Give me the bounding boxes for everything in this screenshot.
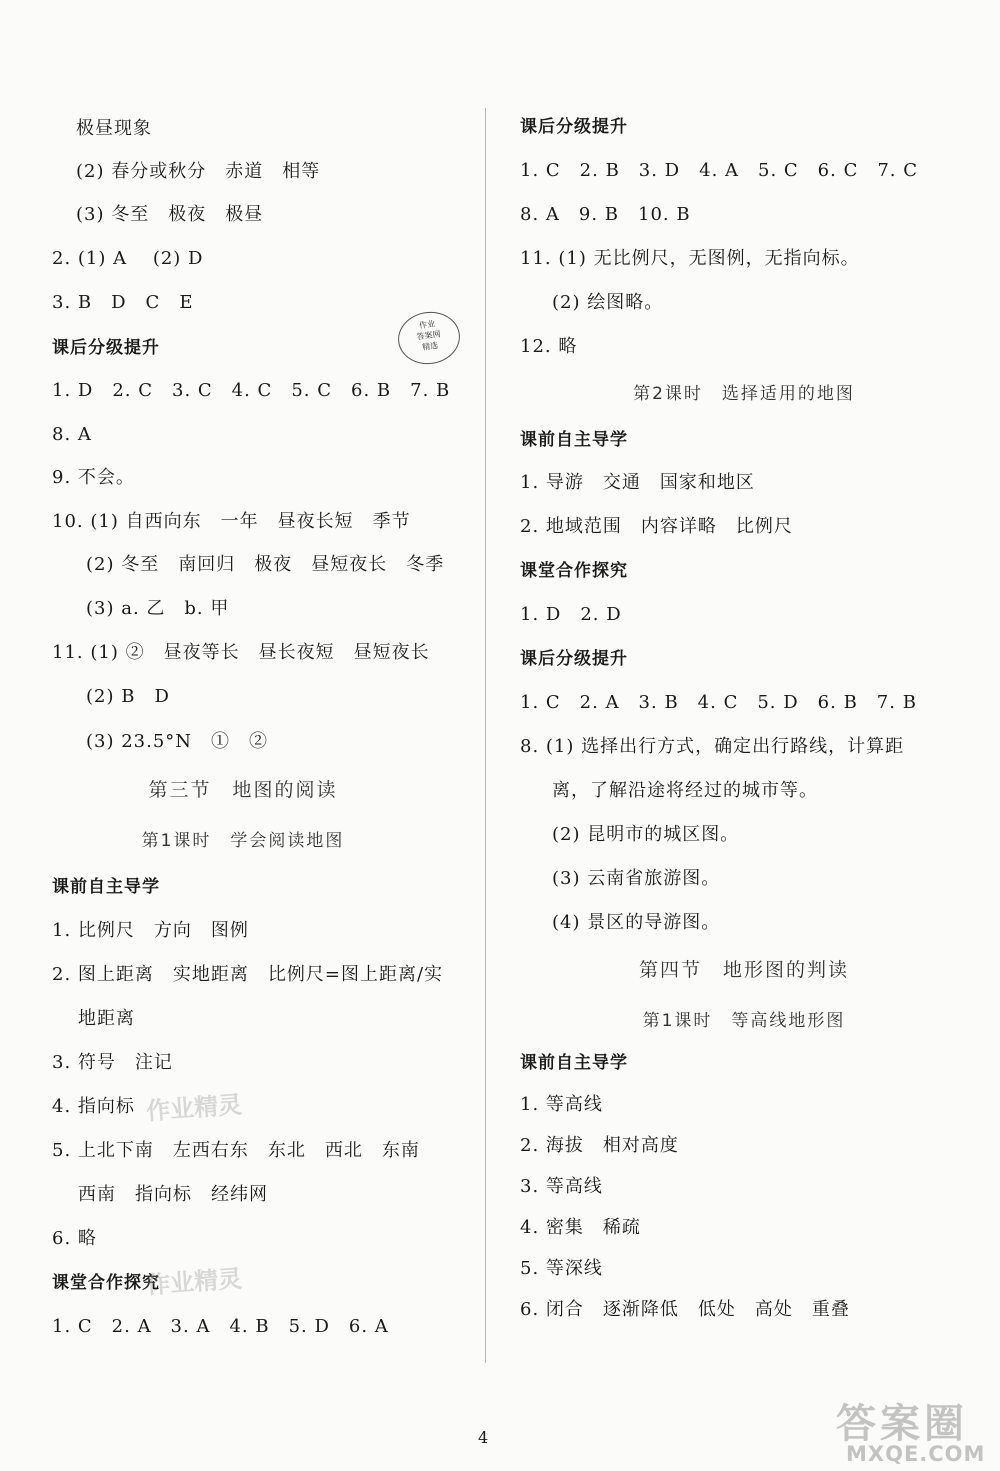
text-line: 1. D 2. C 3. C 4. C 5. C 6. B 7. B [52,380,451,401]
section-heading: 课前自主导学 [52,877,160,897]
text-line: (2) 绘图略。 [552,292,664,313]
text-line: 9. 不会。 [52,467,135,488]
text-line: 1. C 2. A 3. A 4. B 5. D 6. A [52,1316,389,1337]
text-line: 11. (1) 无比例尺，无图例，无指向标。 [520,248,860,269]
column-divider [485,108,486,1363]
text-line: 1. 等高线 [520,1094,603,1115]
stamp-text: 答案网 [416,329,442,342]
section-heading: 课堂合作探究 [520,561,628,581]
text-line: 11. (1) ② 昼夜等长 昼长夜短 昼短夜长 [52,642,430,663]
logo-url: MXQE.COM [846,1442,986,1466]
section-title: 第三节 地图的阅读 [148,779,338,801]
text-line: 西南 指向标 经纬网 [78,1184,268,1205]
text-line: 8. A 9. B 10. B [520,204,691,225]
text-line: 8. A [52,424,92,445]
text-line: 10. (1) 自西向东 一年 昼夜长短 季节 [52,511,411,532]
text-line: (2) 昆明市的城区图。 [552,824,740,845]
section-title: 第四节 地形图的判读 [638,959,849,981]
text-line: 1. 导游 交通 国家和地区 [520,472,755,493]
text-line: 4. 指向标 [52,1096,135,1117]
text-line: (2) 春分或秋分 赤道 相等 [76,161,321,182]
stamp [395,308,464,368]
section-heading: 课后分级提升 [520,649,628,669]
text-line: 5. 上北下南 左西右东 东北 西北 东南 [52,1140,420,1161]
watermark: 作业精灵 [145,1090,244,1126]
text-line: (3) 云南省旅游图。 [552,868,721,889]
watermark: 作业精灵 [145,1264,244,1300]
stamp-text: 精选 [421,340,439,352]
section-heading: 课前自主导学 [520,430,628,450]
text-line: (2) B D [86,686,170,707]
page-number: 4 [478,1428,489,1447]
text-line: 12. 略 [520,336,578,357]
logo-text: 答案圈 [836,1401,968,1447]
site-logo [822,1392,992,1468]
text-line: (4) 景区的导游图。 [552,912,721,933]
lesson-title: 第1课时 等高线地形图 [642,1011,846,1031]
text-line: 6. 略 [52,1228,97,1249]
text-line: 6. 闭合 逐渐降低 低处 高处 重叠 [520,1299,850,1320]
lesson-title: 第1课时 学会阅读地图 [141,831,345,851]
text-line: 4. 密集 稀疏 [520,1217,641,1238]
text-line: 3. B D C E [52,292,194,313]
text-line: 1. C 2. B 3. D 4. A 5. C 6. C 7. C [520,160,919,181]
text-line: 极昼现象 [76,118,152,139]
text-line: (3) a. 乙 b. 甲 [86,598,230,619]
text-line: 2. (1) A (2) D [52,248,204,269]
text-line: 1. C 2. A 3. B 4. C 5. D 6. B 7. B [520,692,917,713]
text-line: 1. 比例尺 方向 图例 [52,920,249,941]
text-line: 1. D 2. D [520,604,622,625]
text-line: 离，了解沿途将经过的城市等。 [552,780,818,801]
text-line: 5. 等深线 [520,1258,603,1279]
stamp-text: 作业 [418,319,436,331]
text-line: 3. 等高线 [520,1176,603,1197]
text-line: 3. 符号 注记 [52,1052,173,1073]
text-line: 地距离 [78,1008,135,1029]
section-heading: 课后分级提升 [52,338,160,358]
text-line: (2) 冬至 南回归 极夜 昼短夜长 冬季 [86,554,445,575]
section-heading: 课堂合作探究 [52,1273,160,1293]
text-line: (3) 冬至 极夜 极昼 [76,204,264,225]
text-line: (3) 23.5°N ① ② [86,731,269,752]
text-line: 8. (1) 选择出行方式，确定出行路线，计算距 [520,736,905,757]
section-heading: 课后分级提升 [520,117,628,137]
lesson-title: 第2课时 选择适用的地图 [633,384,855,404]
text-line: 2. 海拔 相对高度 [520,1135,679,1156]
text-line: 2. 图上距离 实地距离 比例尺=图上距离/实 [52,964,444,985]
text-line: 2. 地域范围 内容详略 比例尺 [520,516,793,537]
section-heading: 课前自主导学 [520,1053,628,1073]
